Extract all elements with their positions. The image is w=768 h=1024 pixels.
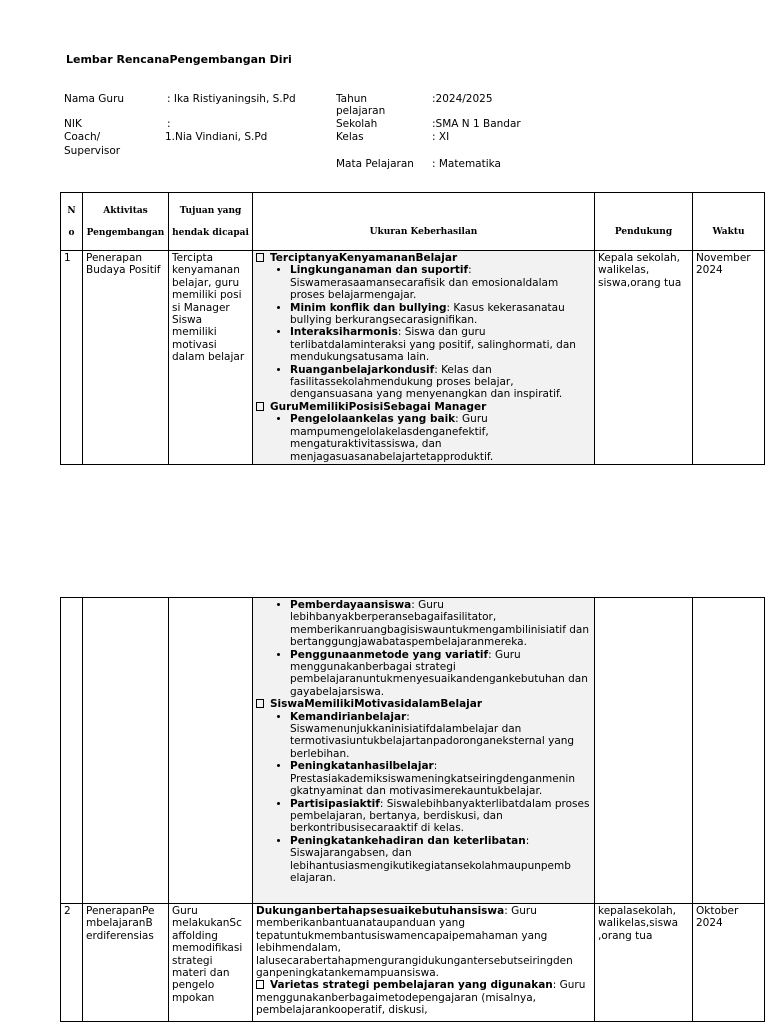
row1-aktivitas: Penerapan Budaya Positif: [83, 251, 169, 465]
section-heading: TerciptanyaKenyamananBelajar: [256, 252, 591, 264]
row1-cont-no: [61, 598, 83, 904]
paragraph: Dukunganbertahapsesuaikebutuhansiswa: Guru memberikanbantuanataupanduan yang tepatuntukmembantusiswamencapaipemahaman yang lebihmendalam, lalusecarabertahapmengurangidukungantersebutseiringden ganpeningkatankemampuansiswa.: [256, 905, 573, 980]
row1-cont-ukuran: [253, 598, 595, 904]
row2-no: 2: [61, 904, 83, 1022]
criteria-list: [256, 599, 591, 698]
plan-table-part1: [60, 192, 765, 465]
section-heading: GuruMemilikiPosisiSebagai Manager: [256, 401, 591, 413]
header-tujuan: Tujuan yang hendak dicapai: [169, 193, 253, 251]
list-item: • Pengelolaankelas yang baik: Guru mampumengelolakelasdenganefektif, mengaturaktivitassiswa, dan menjagasuasanabelajartetapproduktif.: [290, 413, 591, 463]
row2-ukuran: [253, 904, 595, 1022]
row2-pendukung: kepalasekolah, walikelas,siswa ,orang tua: [595, 904, 693, 1022]
row2-tujuan: Guru melakukanSc affolding memodifikasi strategi materi dan pengelo mpokan: [169, 904, 253, 1022]
coach-label-line2: Supervisor: [64, 145, 121, 157]
header-pendukung: Pendukung: [595, 193, 693, 251]
list-item: • Kemandirianbelajar: Siswamenunjukkaninisiatifdalambelajar dan termotivasiuntukbelajartanpadoronganeksternal yang berlebihan.: [290, 711, 591, 761]
row1-no: 1: [61, 251, 83, 465]
document-title: Lembar RencanaPengembangan Diri: [66, 53, 292, 66]
table-header-row: [61, 193, 765, 251]
list-item: • Partisipasiaktif: Siswalebihbanyakterlibatdalam proses pembelajaran, bertanya, berdiskusi, dan berkontribusisecaraaktif di kelas.: [290, 798, 591, 835]
row2-waktu: Oktober 2024: [693, 904, 765, 1022]
row1-cont-tujuan: [169, 598, 253, 904]
table-row: [61, 904, 765, 1022]
header-no: N o: [61, 193, 83, 251]
kelas-value: : XI: [432, 131, 450, 143]
row1-tujuan: Tercipta kenyamanan belajar, guru memiliki posi si Manager Siswa memiliki motivasi dalam belajar: [169, 251, 253, 465]
mapel-value: : Matematika: [432, 158, 501, 170]
checkbox-icon: [256, 980, 264, 989]
nik-label: NIK: [64, 118, 82, 130]
list-item: • Minim konflik dan bullying: Kasus kekerasanatau bullying berkurangsecarasignifikan.: [290, 302, 591, 327]
checkbox-icon: [256, 253, 264, 262]
kelas-label: Kelas: [336, 131, 364, 143]
criteria-list: [256, 264, 591, 400]
paragraph: Varietas strategi pembelajaran yang digunakan: Guru menggunakanberbagaimetodepengajaran (misalnya, pembelajarankooperatif, diskusi,: [256, 979, 586, 1017]
tahun-value: :2024/2025: [432, 93, 493, 105]
list-item: • Penggunaanmetode yang variatif: Guru menggunakanberbagai strategi pembelajaranuntukmenyesuaikandengankebutuhan dan gayabelajarsiswa.: [290, 649, 591, 699]
list-item: • Pemberdayaansiswa: Guru lebihbanyakberperansebagaifasilitator, memberikanruangbagisiswauntukmengambilinisiatif dan bertanggungjawabataspembelajaranmereka.: [290, 599, 591, 649]
list-item: • Lingkunganaman dan suportif: Siswamerasaamansecarafisik dan emosionaldalam proses belajarmengajar.: [290, 264, 591, 301]
plan-table-part2: [60, 597, 765, 1022]
checkbox-icon: [256, 699, 264, 708]
list-item: • Peningkatankehadiran dan keterlibatan: Siswajarangabsen, dan lebihantusiasmengikutikegiatansekolahmaupunpemb elajaran.: [290, 835, 591, 885]
row1-pendukung: Kepala sekolah, walikelas, siswa,orang tua: [595, 251, 693, 465]
list-item: • Ruanganbelajarkondusif: Kelas dan fasilitassekolahmendukung proses belajar, dengansuasana yang menyenangkan dan inspiratif.: [290, 364, 591, 401]
coach-label-line1: Coach/: [64, 131, 101, 143]
row1-cont-waktu: [693, 598, 765, 904]
row1-cont-pendukung: [595, 598, 693, 904]
sekolah-value: :SMA N 1 Bandar: [432, 118, 521, 130]
mapel-label: Mata Pelajaran: [336, 158, 414, 170]
list-item: • Peningkatanhasilbelajar: Prestasiakademiksiswameningkatseiringdenganmenin gkatnyaminat dan motivasimerekauntukbelajar.: [290, 760, 591, 797]
tahun-label-line1: Tahun: [336, 93, 368, 105]
checkbox-icon: [256, 402, 264, 411]
criteria-list: [256, 711, 591, 885]
nama-guru-value: : Ika Ristiyaningsih, S.Pd: [167, 93, 296, 105]
coach-value: 1.Nia Vindiani, S.Pd: [165, 131, 268, 143]
header-aktivitas: Aktivitas Pengembangan: [83, 193, 169, 251]
row1-waktu: November 2024: [693, 251, 765, 465]
row2-aktivitas: PenerapanPe mbelajaranB erdiferensias: [83, 904, 169, 1022]
header-ukuran: Ukuran Keberhasilan: [253, 193, 595, 251]
criteria-list: [256, 413, 591, 463]
nama-guru-label: Nama Guru: [64, 93, 125, 105]
list-item: • Interaksiharmonis: Siswa dan guru terlibatdalaminteraksi yang positif, salinghormati, dan mendukungsatusama lain.: [290, 326, 591, 363]
table-row: [61, 598, 765, 904]
sekolah-label: Sekolah: [336, 118, 378, 130]
header-waktu: Waktu: [693, 193, 765, 251]
table-row: [61, 251, 765, 465]
tahun-label-line2: pelajaran: [336, 105, 386, 117]
row1-cont-aktivitas: [83, 598, 169, 904]
row1-ukuran: [253, 251, 595, 465]
section-heading: SiswaMemilikiMotivasidalamBelajar: [256, 698, 591, 710]
nik-value: :: [167, 118, 171, 130]
